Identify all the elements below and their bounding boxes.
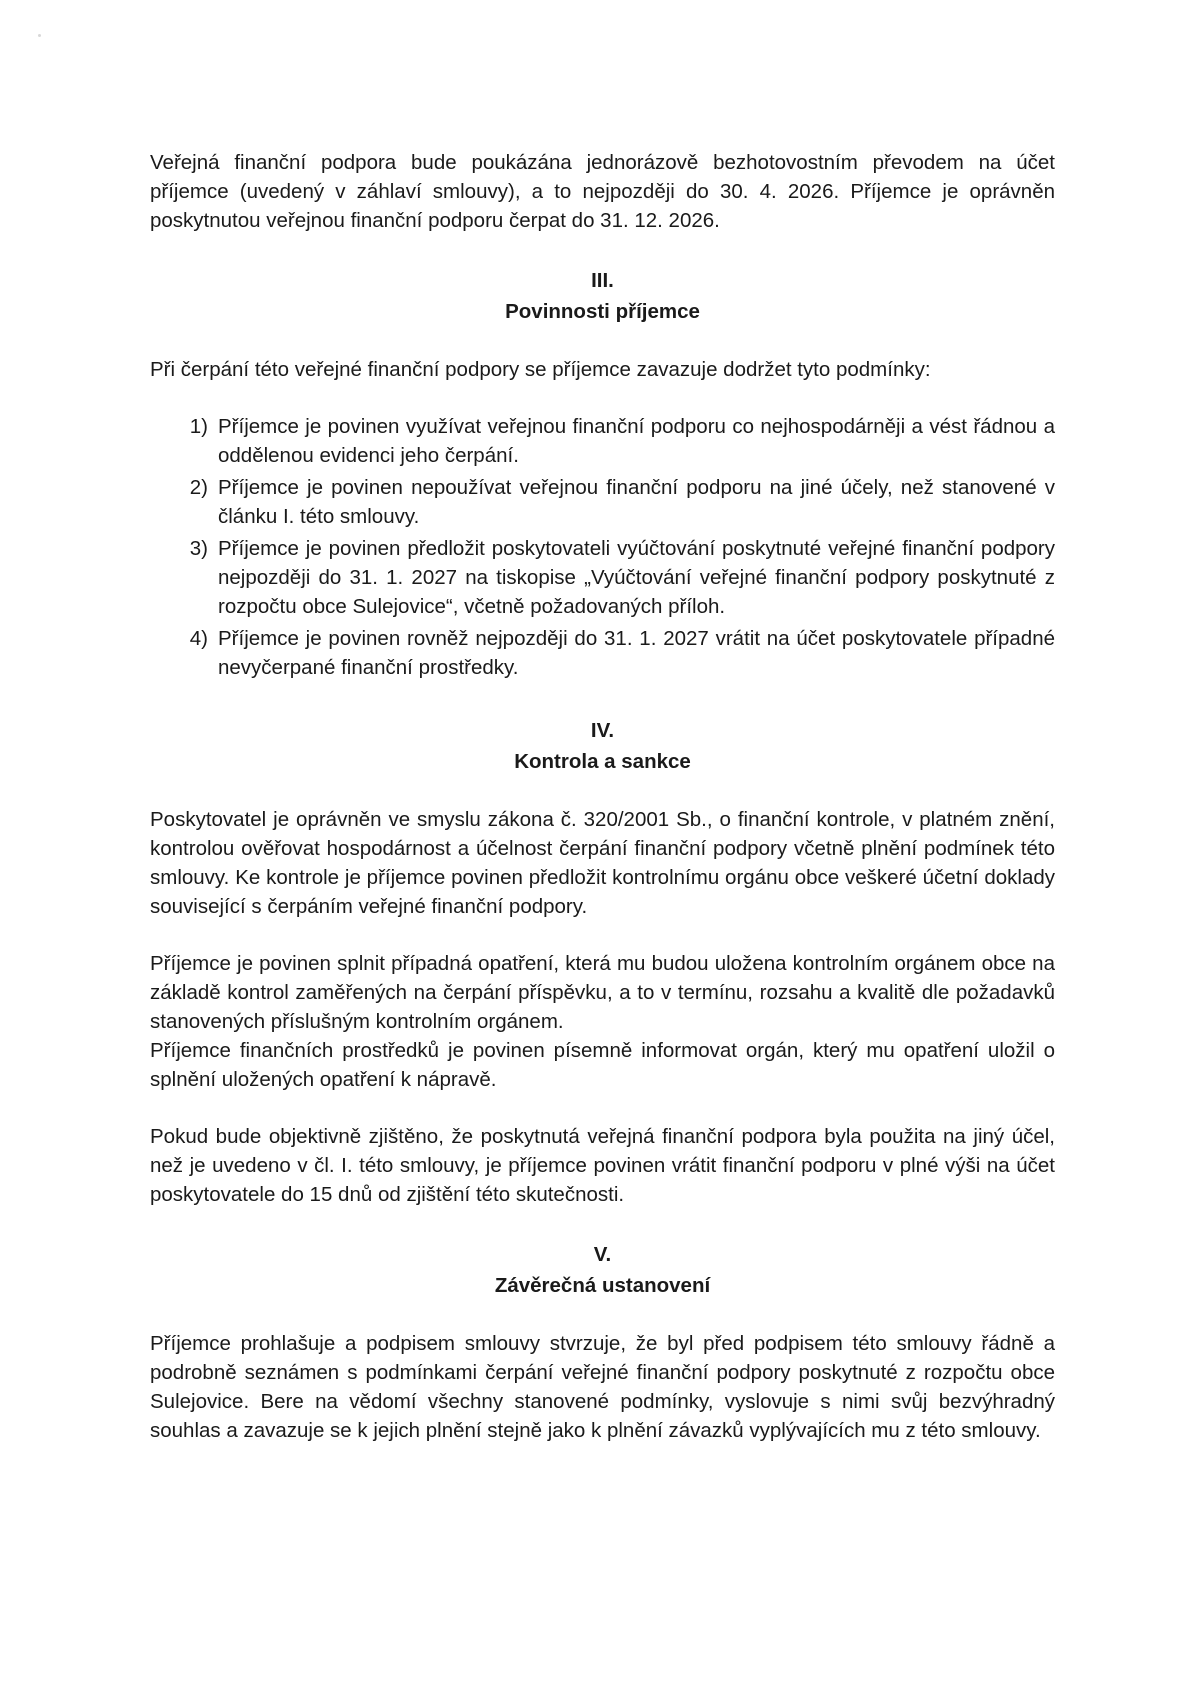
- list-item-text: Příjemce je povinen využívat veřejnou finanční podporu co nejhospodárněji a vést řádnou a oddělenou evidenci jeho čerpání.: [218, 415, 1055, 467]
- list-item-number: 3): [189, 537, 208, 560]
- section-4-number: IV.: [590, 719, 615, 742]
- list-item-text: Příjemce je povinen rovněž nejpozději do 31. 1. 2027 vrátit na účet poskytovatele případné nevyčerpané finanční prostředky.: [218, 627, 1055, 679]
- conditions-list: [150, 412, 1055, 682]
- list-item-number: 4): [189, 627, 208, 650]
- section-4-paragraph-1: Poskytovatel je oprávněn ve smyslu zákona č. 320/2001 Sb., o finanční kontrole, v platném znění, kontrolou ověřovat hospodárnost a účelnost čerpání finanční podpory včetně plnění podmínek této smlouvy. Ke kontrole je příjemce povinen předložit kontrolnímu orgánu obce veškeré účetní doklady související s čerpáním veřejné finanční podpory.: [150, 808, 1055, 918]
- section-4-paragraph-3: Příjemce finančních prostředků je povinen písemně informovat orgán, který mu opatření uložil o splnění uložených opatření k nápravě.: [150, 1039, 1055, 1091]
- section-5-paragraph: Příjemce prohlašuje a podpisem smlouvy stvrzuje, že byl před podpisem této smlouvy řádně a podrobně seznámen s podmínkami čerpání veřejné finanční podpory poskytnuté z rozpočtu obce Sulejovice. Bere na vědomí všechny stanovené podmínky, vyslovuje s nimi svůj bezvýhradný souhlas a zavazuje se k jejich plnění stejně jako k plnění závazků vyplývajících mu z této smlouvy.: [150, 1332, 1055, 1442]
- section-4-title: Kontrola a sankce: [514, 750, 691, 773]
- section-3: [150, 265, 1055, 682]
- list-item: [150, 534, 1055, 621]
- section-5-title: Závěrečná ustanovení: [494, 1274, 711, 1297]
- list-item: [150, 624, 1055, 682]
- section-4: [150, 715, 1055, 1209]
- section-5-number: V.: [593, 1243, 612, 1266]
- list-item-text: Příjemce je povinen nepoužívat veřejnou finanční podporu na jiné účely, než stanovené v článku I. této smlouvy.: [218, 476, 1055, 528]
- list-item: [150, 412, 1055, 470]
- document-content: [150, 148, 1055, 1445]
- list-item-number: 2): [189, 476, 208, 499]
- intro-paragraph: Veřejná finanční podpora bude poukázána jednorázově bezhotovostním převodem na účet příjemce (uvedený v záhlaví smlouvy), a to nejpozději do 30. 4. 2026. Příjemce je oprávněn poskytnutou veřejnou finanční podporu čerpat do 31. 12. 2026.: [150, 151, 1055, 232]
- section-3-number: III.: [591, 269, 614, 292]
- scan-artifact: [38, 34, 41, 37]
- section-4-paragraph-4: Pokud bude objektivně zjištěno, že poskytnutá veřejná finanční podpora byla použita na jiný účel, než je uvedeno v čl. I. této smlouvy, je příjemce povinen vrátit finanční podporu v plné výši na účet poskytovatele do 15 dnů od zjištění této skutečnosti.: [150, 1125, 1055, 1206]
- list-item: [150, 473, 1055, 531]
- section-5: [150, 1239, 1055, 1445]
- section-3-lead: Při čerpání této veřejné finanční podpory se příjemce zavazuje dodržet tyto podmínky:: [150, 358, 931, 381]
- list-item-number: 1): [189, 415, 208, 438]
- section-3-title: Povinnosti příjemce: [505, 300, 700, 323]
- section-4-paragraph-2: Příjemce je povinen splnit případná opatření, která mu budou uložena kontrolním orgánem obce na základě kontrol zaměřených na čerpání příspěvku, a to v termínu, rozsahu a kvalitě dle požadavků stanovených příslušným kontrolním orgánem.: [150, 952, 1055, 1033]
- list-item-text: Příjemce je povinen předložit poskytovateli vyúčtování poskytnuté veřejné finanční podpory nejpozději do 31. 1. 2027 na tiskopise „Vyúčtování veřejné finanční podpory poskytnuté z rozpočtu obce Sulejovice“, včetně požadovaných příloh.: [218, 537, 1055, 618]
